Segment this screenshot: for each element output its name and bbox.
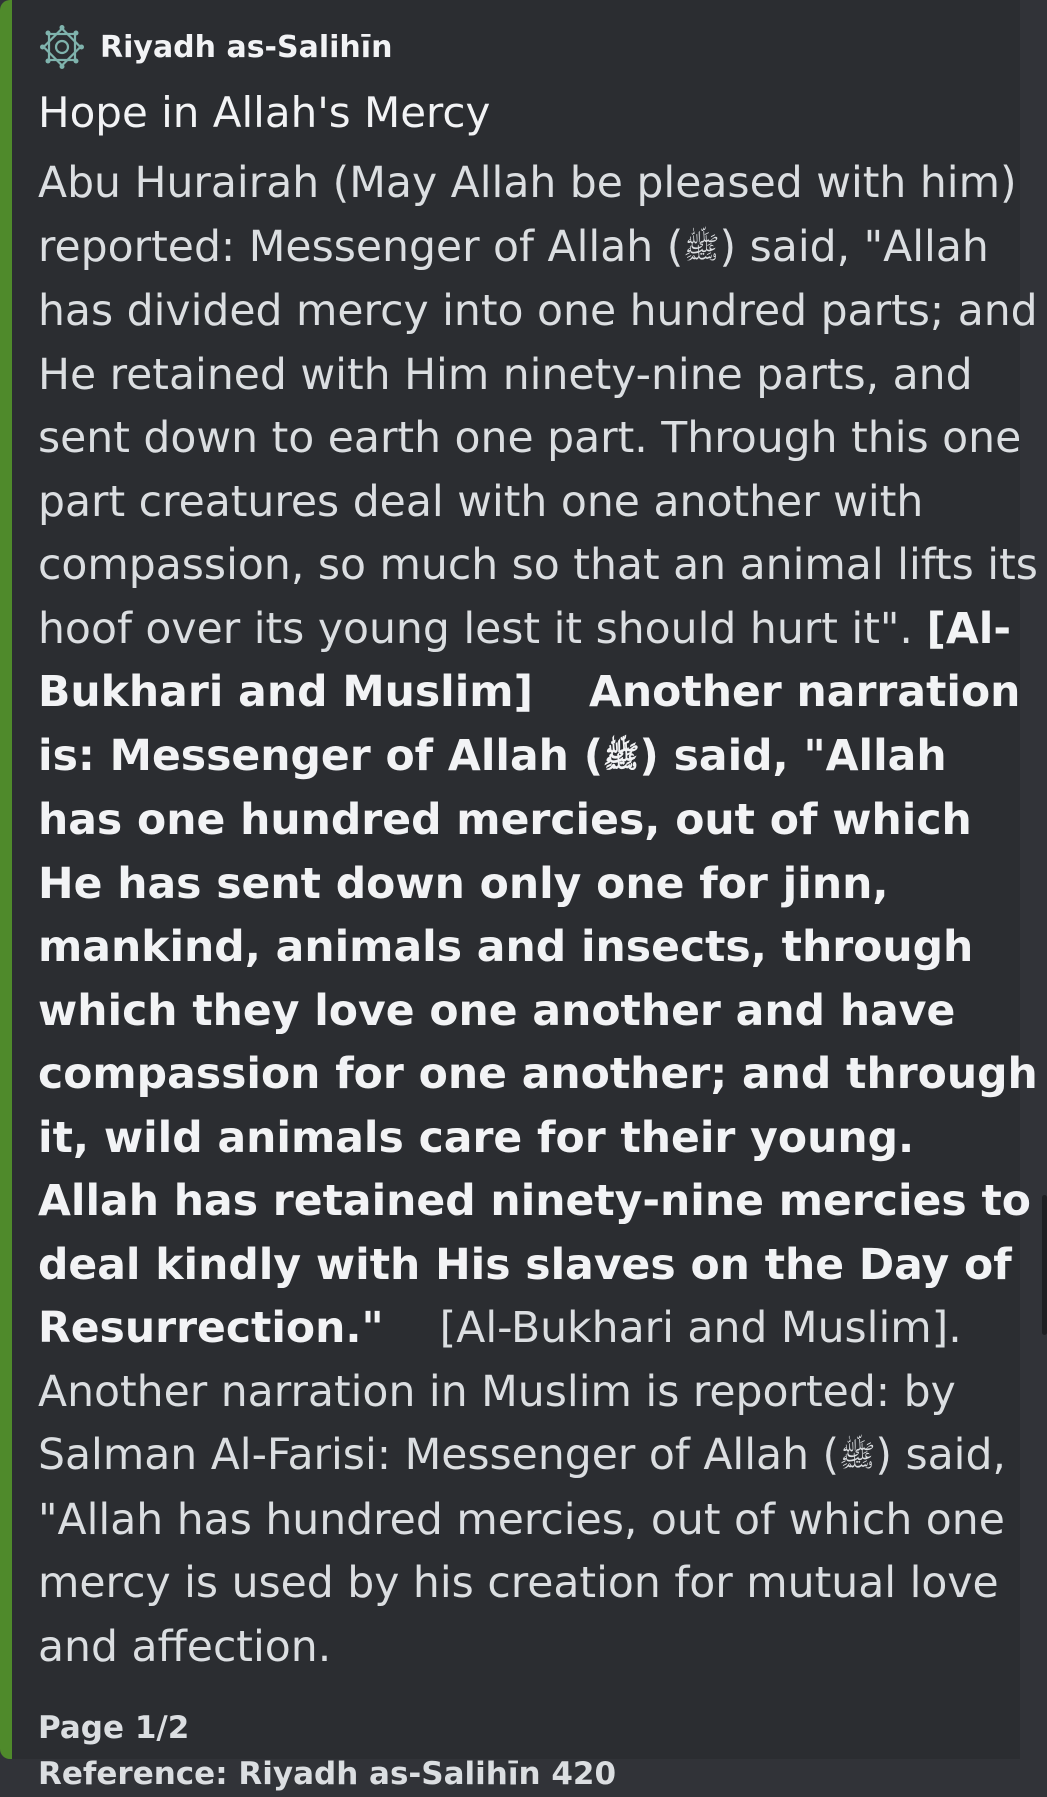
embed-title: Hope in Allah's Mercy bbox=[38, 88, 491, 137]
pbuh-glyph: ﷺ bbox=[683, 230, 720, 266]
second-narration-intro: Another narration is: Messenger of Allah ( bbox=[38, 668, 1021, 781]
embed-author-name[interactable]: Riyadh as-Salihīn bbox=[100, 29, 393, 65]
embed-description bbox=[38, 152, 1038, 1679]
hadith-text: ) said, "Allah has divided mercy into one hundred parts; and He retained with Him ninety-nine parts, and sent down to earth one part. Through this one part creatures deal with one another with compassion, so much so that an animal lifts its hoof over its young lest it should hurt it". bbox=[38, 222, 1038, 654]
hadith-text: Abu Hurairah (May Allah be pleased with him) reported: Messenger of Allah ( bbox=[38, 159, 1017, 272]
third-narration-text: ) said, "Allah has hundred mercies, out of which one mercy is used by his creation for mutual love and affection. bbox=[38, 1431, 1006, 1672]
embed-footer bbox=[38, 1705, 1000, 1797]
pbuh-glyph: ﷺ bbox=[603, 739, 640, 775]
page-indicator: Page 1/2 bbox=[38, 1710, 190, 1747]
pbuh-glyph: ﷺ bbox=[839, 1439, 876, 1475]
source-citation-bold: [Al-Bukhari and Muslim] bbox=[38, 604, 1011, 718]
third-narration-text: Another narration in Muslim is reported: by Salman Al-Farisi: Messenger of Allah ( bbox=[38, 1367, 956, 1481]
embed-author bbox=[38, 26, 1000, 68]
geometric-star-icon bbox=[40, 25, 84, 69]
scrollbar-thumb[interactable] bbox=[1042, 1195, 1047, 1335]
reference-label: Reference: Riyadh as-Salihīn 420 bbox=[38, 1756, 617, 1793]
second-narration-text: ) said, "Allah has one hundred mercies, out of which He has sent down only one for jinn, mankind, animals and insects, through which they love one another and have compassion for one another; and through it, wild animals care for their young. Allah has retained ninety-nine mercies to deal kindly with His slaves on the Day of Resurrection." bbox=[38, 731, 1038, 1354]
source-citation: [Al-Bukhari and Muslim]. bbox=[439, 1304, 962, 1354]
